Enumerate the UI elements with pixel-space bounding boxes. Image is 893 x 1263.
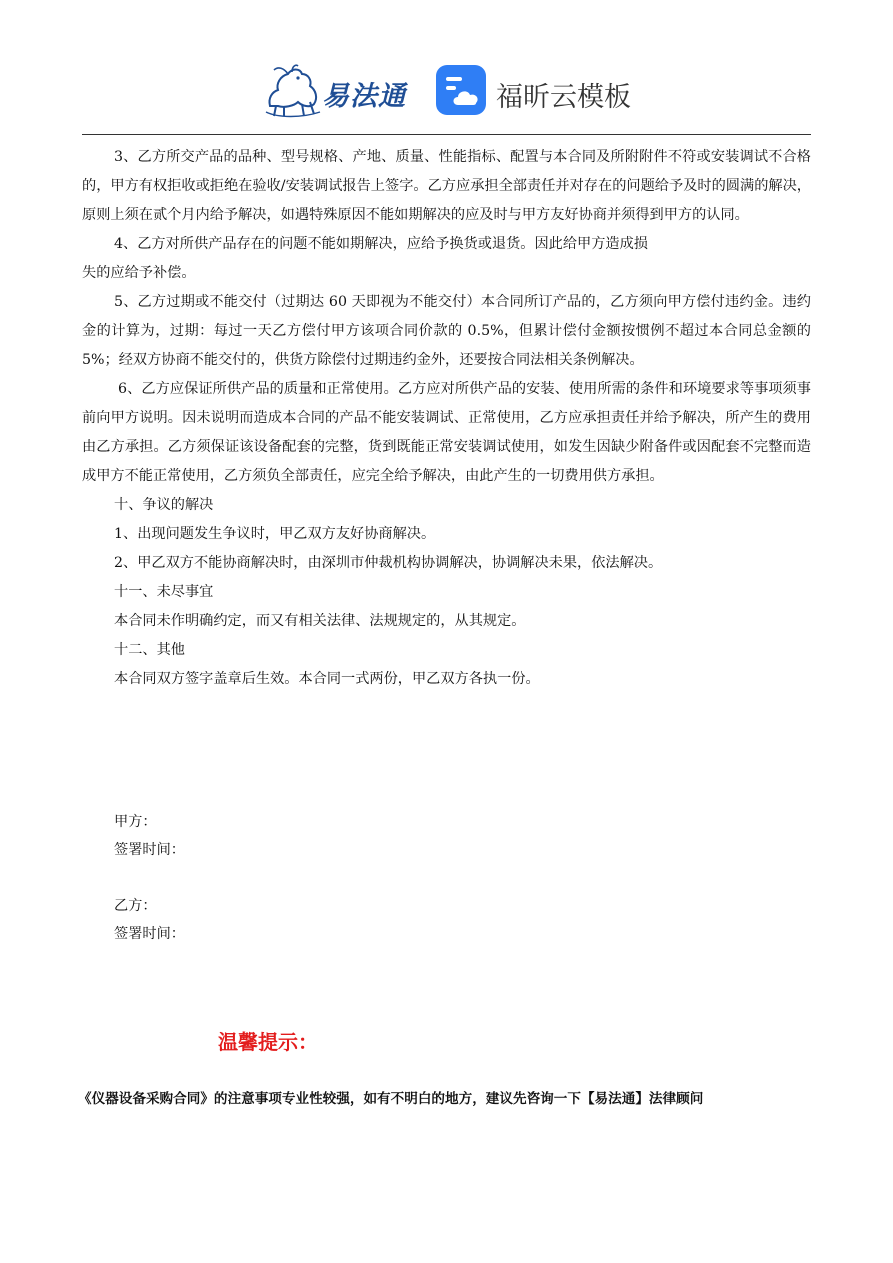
tip-text: 《仪器设备采购合同》的注意事项专业性较强，如有不明白的地方，建议先咨询一下【易法通】法律顾问: [78, 1091, 704, 1107]
clause-5: 5、乙方过期或不能交付（过期达 60 天即视为不能交付）本合同所订产品的，乙方须向甲方偿付违约金。违约金的计算为，过期：每过一天乙方偿付甲方该项合同价款的 0.5%，但累计偿付金额按惯例不超过本合同总金额的 5%；经双方协商不能交付的，供货方除偿付过期违约金外，还要按合同法相关条例解决。: [82, 294, 811, 368]
page-header: [0, 58, 893, 120]
fuxin-template-logo: [436, 65, 656, 117]
section-12-text: 本合同双方签字盖章后生效。本合同一式两份，甲乙双方各执一份。: [114, 671, 540, 687]
party-a-sign-time: 签署时间：: [114, 842, 185, 858]
section-11-text: 本合同未作明确约定，而又有相关法律、法规规定的，从其规定。: [114, 613, 526, 629]
party-a-label: 甲方：: [114, 814, 157, 830]
clause-4-line-2: 失的应给予补偿。: [82, 265, 196, 281]
cloud-document-icon: [436, 65, 486, 115]
section-10-title: 十、争议的解决: [114, 497, 214, 513]
header-divider: [82, 134, 811, 135]
contract-body: [82, 143, 811, 694]
clause-6: 6、乙方应保证所供产品的质量和正常使用。乙方应对所供产品的安装、使用所需的条件和环境要求等事项须事前向甲方说明。因未说明而造成本合同的产品不能安装调试、正常使用，乙方应承担责任并给予解决，所产生的费用由乙方承担。乙方须保证该设备配套的完整，货到既能正常安装调试使用，如发生因缺少附备件或因配套不完整而造成甲方不能正常使用，乙方须负全部责任，应完全给予解决，由此产生的一切费用供方承担。: [82, 381, 811, 484]
fuxin-brand-text: 福昕云模板: [496, 82, 631, 113]
party-b-sign-time: 签署时间：: [114, 926, 185, 942]
yifatong-logo: [262, 62, 412, 118]
yifatong-brand-text: 易法通: [322, 81, 406, 112]
section-10-item-1: 1、出现问题发生争议时，甲乙双方友好协商解决。: [114, 526, 436, 542]
party-b-label: 乙方：: [114, 898, 157, 914]
clause-3: 3、乙方所交产品的品种、型号规格、产地、质量、性能指标、配置与本合同及所附附件不符或安装调试不合格的，甲方有权拒收或拒绝在验收/安装调试报告上签字。乙方应承担全部责任并对存在的问题给予及时的圆满的解决，原则上须在贰个月内给予解决，如遇特殊原因不能如期解决的应及时与甲方友好协商并须得到甲方的认同。: [82, 149, 811, 223]
tip-title: 温馨提示：: [218, 1030, 318, 1054]
section-10-item-2: 2、甲乙双方不能协商解决时，由深圳市仲裁机构协调解决，协调解决未果，依法解决。: [114, 555, 663, 571]
clause-4-line-1: 4、乙方对所供产品存在的问题不能如期解决，应给予换货或退货。因此给甲方造成损: [114, 236, 648, 252]
section-12-title: 十二、其他: [114, 642, 185, 658]
section-11-title: 十一、未尽事宜: [114, 584, 214, 600]
qilin-mascot-icon: [262, 62, 324, 118]
